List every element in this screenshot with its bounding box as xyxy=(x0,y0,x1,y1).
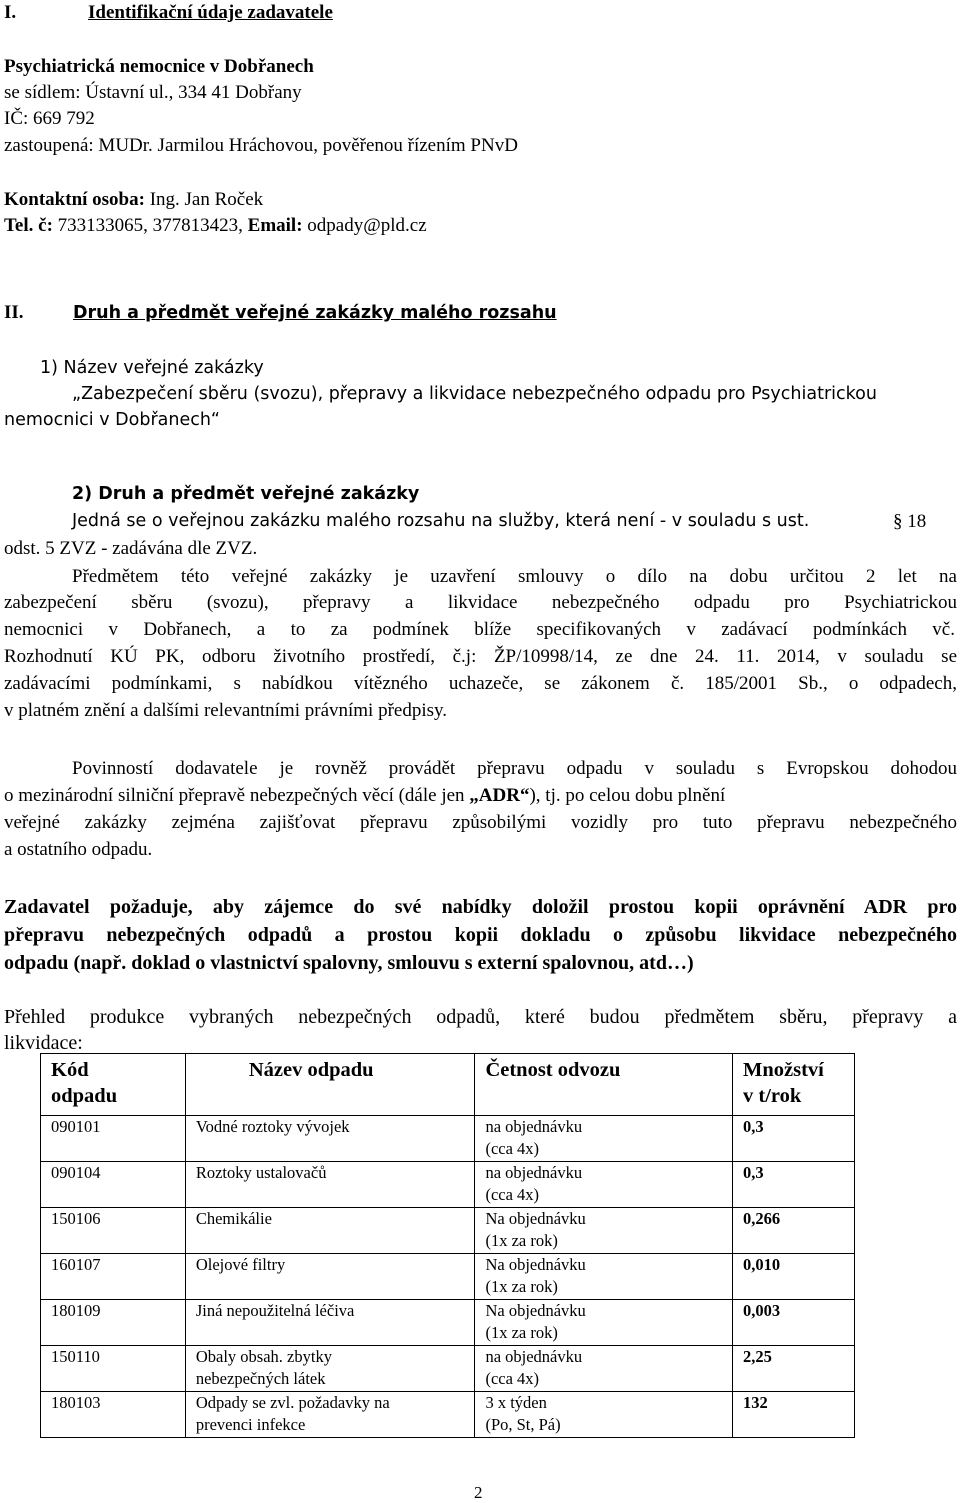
organization-ic: IČ: 669 792 xyxy=(4,108,95,129)
cell-quantity: 0,010 xyxy=(733,1254,855,1300)
para3-line-2: přepravu nebezpečných odpadů a prostou kopii dokladu o způsobu likvidace nebezpečného xyxy=(4,924,957,946)
para2-line-2 xyxy=(4,785,725,807)
para1-line-5: zadávacími podmínkami, s nabídkou vítězného uchazeče, se zákonem č. 185/2001 Sb., o odpadech, xyxy=(4,673,957,694)
cell-code: 150106 xyxy=(41,1208,186,1254)
cell-name: Olejové filtry xyxy=(185,1254,475,1300)
email-value: odpady@pld.cz xyxy=(302,215,427,236)
cell-quantity: 132 xyxy=(733,1392,855,1438)
contact-label: Kontaktní osoba: xyxy=(4,189,145,210)
para2-line-2-end: ), tj. po celou dobu plnění xyxy=(529,785,726,806)
cell-code: 180109 xyxy=(41,1300,186,1346)
cell-quantity: 2,25 xyxy=(733,1346,855,1392)
para2-line-4: a ostatního odpadu. xyxy=(4,839,153,860)
header-name: Název odpadu xyxy=(185,1054,475,1116)
table-row xyxy=(41,1346,855,1392)
cell-name: Odpady se zvl. požadavky na prevenci infekce xyxy=(185,1392,475,1438)
para1-line-6: v platném znění a dalšími relevantními právními předpisy. xyxy=(4,700,448,721)
contact-value: Ing. Jan Roček xyxy=(144,189,264,210)
adr-term: „ADR“ xyxy=(469,785,530,806)
para3-line-3: odpadu (např. doklad o vlastnictví spalovny, smlouvu s externí spalovnou, atd…) xyxy=(4,952,694,974)
para2-line-1: Povinností dodavatele je rovněž provádět přepravu odpadu v souladu s Evropskou dohodou xyxy=(72,758,957,779)
table-row xyxy=(41,1208,855,1254)
table-row xyxy=(41,1116,855,1162)
cell-quantity: 0,3 xyxy=(733,1162,855,1208)
contract-title-line-1: „Zabezpečení sběru (svozu), přepravy a likvidace nebezpečného odpadu pro Psychiatrickou xyxy=(72,384,877,404)
header-code: Kód odpadu xyxy=(41,1054,186,1116)
cell-frequency: na objednávku (cca 4x) xyxy=(475,1162,733,1208)
email-label: Email: xyxy=(247,215,303,236)
table-row xyxy=(41,1254,855,1300)
table-row xyxy=(41,1162,855,1208)
header-quantity: Množství v t/rok xyxy=(733,1054,855,1116)
organization-address: se sídlem: Ústavní ul., 334 41 Dobřany xyxy=(4,82,302,103)
cell-name: Roztoky ustalovačů xyxy=(185,1162,475,1208)
page-number: 2 xyxy=(474,1483,483,1502)
cell-name: Jiná nepoužitelná léčiva xyxy=(185,1300,475,1346)
cell-frequency: na objednávku (cca 4x) xyxy=(475,1116,733,1162)
subsection-2-line-2: odst. 5 ZVZ - zadávána dle ZVZ. xyxy=(4,538,258,559)
para2-line-3: veřejné zakázky zejména zajišťovat přepravu způsobilými vozidly pro tuto přepravu nebezpečného xyxy=(4,812,957,833)
contract-title-line-2: nemocnici v Dobřanech“ xyxy=(4,410,220,430)
para3-line-1: Zadavatel požaduje, aby zájemce do své nabídky doložil prostou kopii oprávnění ADR pro xyxy=(4,896,957,918)
organization-name: Psychiatrická nemocnice v Dobřanech xyxy=(4,56,314,77)
cell-name: Vodné roztoky vývojek xyxy=(185,1116,475,1162)
para1-line-1: Předmětem této veřejné zakázky je uzavření smlouvy o dílo na dobu určitou 2 let na xyxy=(72,566,957,587)
para1-line-3: nemocnici v Dobřanech, a to za podmínek blíže specifikovaných v zadávací podmínkách vč. xyxy=(4,619,955,640)
cell-code: 150110 xyxy=(41,1346,186,1392)
cell-frequency: Na objednávku (1x za rok) xyxy=(475,1300,733,1346)
waste-table xyxy=(40,1053,855,1438)
subsection-2-heading: 2) Druh a předmět veřejné zakázky xyxy=(72,484,420,504)
cell-frequency: 3 x týden (Po, St, Pá) xyxy=(475,1392,733,1438)
para1-line-4: Rozhodnutí KÚ PK, odboru životního prostředí, č.j: ŽP/10998/14, ze dne 24. 11. 2014, v souladu se xyxy=(4,646,957,667)
cell-quantity: 0,266 xyxy=(733,1208,855,1254)
cell-frequency: na objednávku (cca 4x) xyxy=(475,1346,733,1392)
subsection-1-heading: 1) Název veřejné zakázky xyxy=(40,358,264,378)
cell-code: 160107 xyxy=(41,1254,186,1300)
section-1-title: Identifikační údaje zadavatele xyxy=(88,2,333,23)
section-1-number: I. xyxy=(4,2,17,23)
table-row xyxy=(41,1392,855,1438)
cell-quantity: 0,003 xyxy=(733,1300,855,1346)
tel-label: Tel. č: xyxy=(4,215,53,236)
section-2-title: Druh a předmět veřejné zakázky malého rozsahu xyxy=(73,303,557,323)
tel-value: 733133065, 377813423, xyxy=(52,215,248,236)
section-mark-icon: § 18 xyxy=(893,511,927,532)
section-2-number: II. xyxy=(4,302,24,323)
contact-details xyxy=(4,215,427,237)
cell-code: 090104 xyxy=(41,1162,186,1208)
cell-frequency: Na objednávku (1x za rok) xyxy=(475,1254,733,1300)
subsection-2-text: Jedná se o veřejnou zakázku malého rozsahu na služby, která není - v souladu s ust. xyxy=(72,511,810,531)
table-row xyxy=(41,1300,855,1346)
cell-code: 180103 xyxy=(41,1392,186,1438)
cell-name: Obaly obsah. zbytky nebezpečných látek xyxy=(185,1346,475,1392)
para4-line-2: likvidace: xyxy=(4,1032,83,1054)
cell-quantity: 0,3 xyxy=(733,1116,855,1162)
organization-represented: zastoupená: MUDr. Jarmilou Hráchovou, pověřenou řízením PNvD xyxy=(4,135,518,156)
para2-line-2-start: o mezinárodní silniční přepravě nebezpečných věcí (dále jen xyxy=(4,785,470,806)
cell-frequency: Na objednávku (1x za rok) xyxy=(475,1208,733,1254)
cell-code: 090101 xyxy=(41,1116,186,1162)
para4-line-1: Přehled produkce vybraných nebezpečných odpadů, které budou předmětem sběru, přepravy a xyxy=(4,1006,957,1028)
cell-name: Chemikálie xyxy=(185,1208,475,1254)
para1-line-2: zabezpečení sběru (svozu), přepravy a likvidace nebezpečného odpadu pro Psychiatrickou xyxy=(4,592,957,613)
table-header-row xyxy=(41,1054,855,1116)
subsection-2-line-1 xyxy=(72,511,953,531)
contact-person xyxy=(4,189,263,211)
header-frequency: Četnost odvozu xyxy=(475,1054,733,1116)
